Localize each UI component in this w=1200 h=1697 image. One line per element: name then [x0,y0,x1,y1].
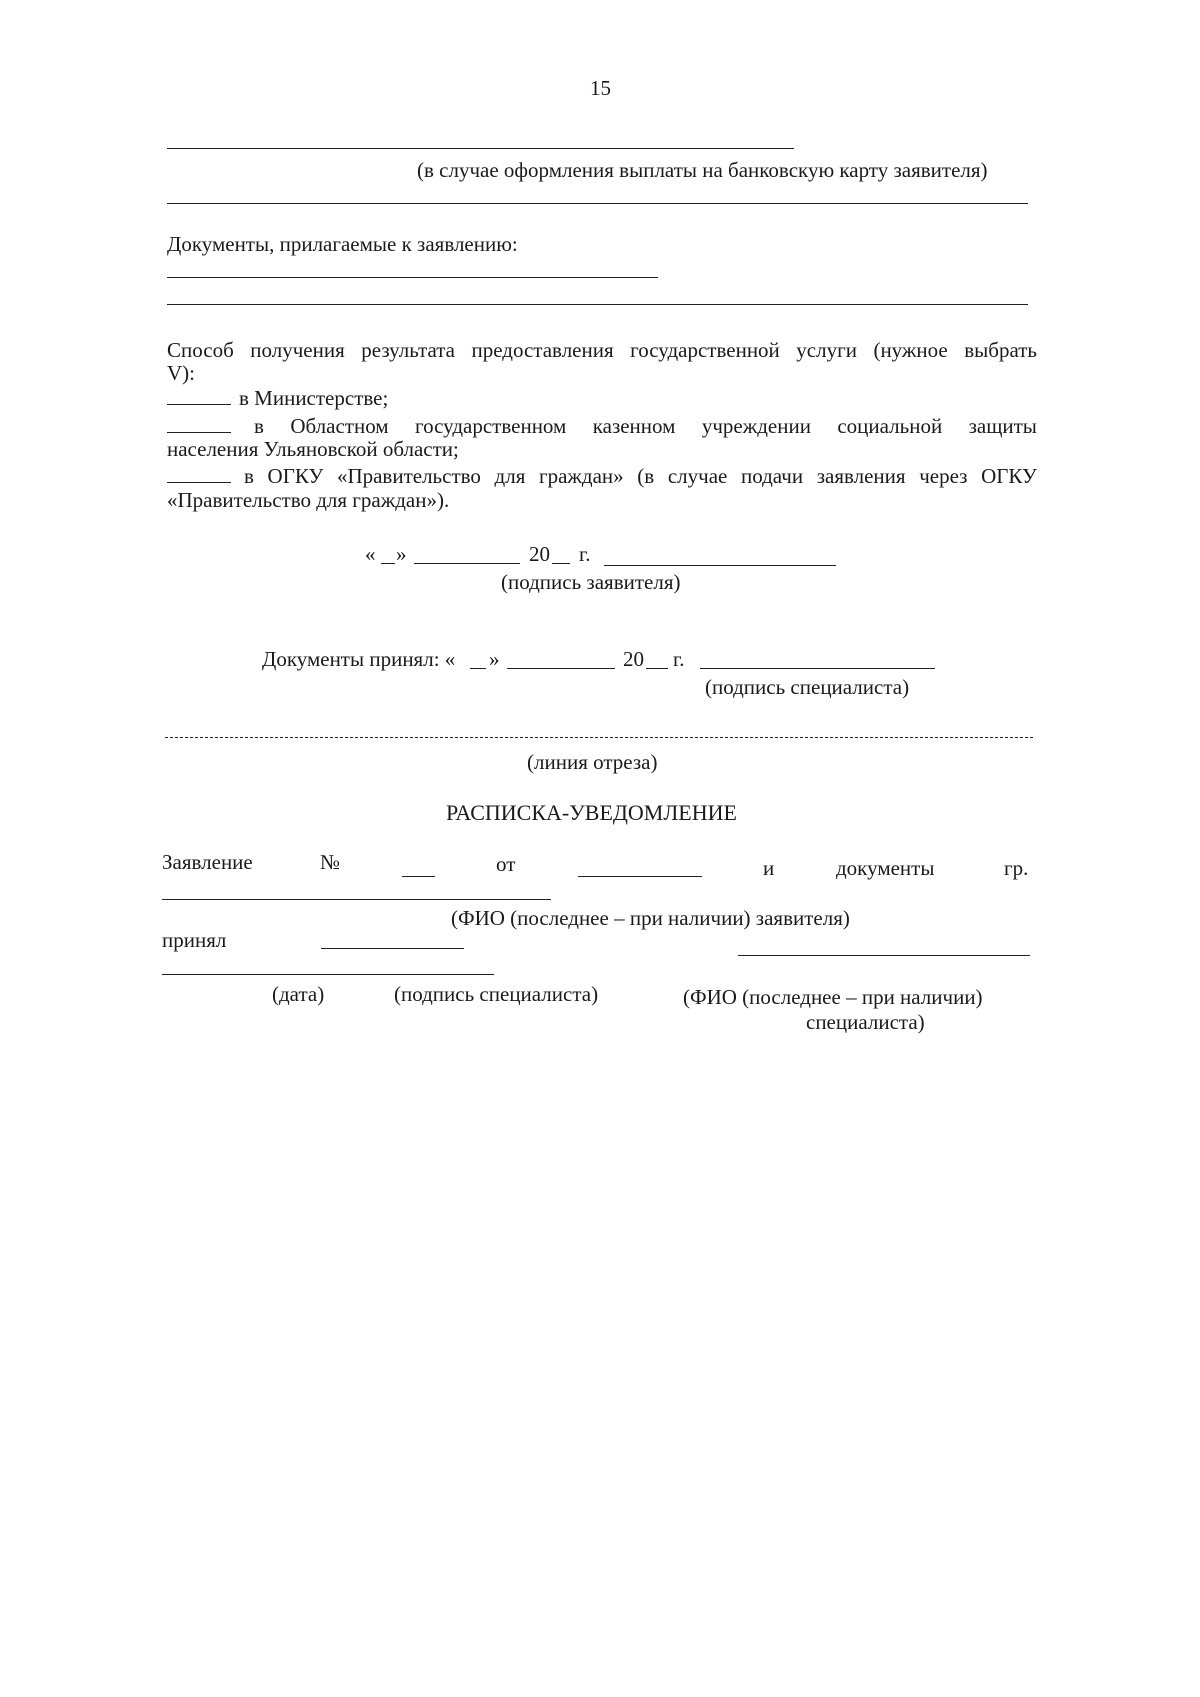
applicant-quote-close: » [396,542,407,566]
receipt-word-documents: документы [836,856,935,880]
option3-word: для [494,464,526,488]
option3-word: через [919,464,968,488]
receipt-specialist-fio-caption-2: специалиста) [806,1010,925,1034]
option3-word: (в [637,464,655,488]
option3-word: в [244,464,254,488]
option2-blank [167,432,231,433]
method-line-2: V): [167,361,195,385]
receipt-fio-applicant-caption: (ФИО (последнее – при наличии) заявителя) [451,906,850,930]
applicant-year-blank [552,563,570,564]
applicant-month-blank [414,563,520,564]
documents-line-1 [167,277,658,278]
method-word: государственной [630,338,780,362]
receipt-specialist-fio-line [738,955,1030,956]
option3-blank [167,482,231,483]
documents-heading: Документы, прилагаемые к заявлению: [167,232,518,256]
option3-word: ОГКУ [981,464,1037,488]
accepted-quote-close: » [489,647,500,671]
receipt-word-and: и [763,856,775,880]
option3-continuation: «Правительство для граждан»). [167,488,450,512]
receipt-fio-applicant-line [162,899,551,900]
method-word: результата [361,338,455,362]
option2-word: казенном [592,414,676,438]
accepted-year-blank [646,668,668,669]
accepted-year: 20 [623,647,644,671]
receipt-number-blank [402,876,435,877]
option2-word: государственном [415,414,567,438]
receipt-specialist-sign-caption: (подпись специалиста) [394,982,599,1006]
applicant-quote-open: « [365,542,376,566]
receipt-word-application: Заявление [162,850,253,874]
applicant-year-suffix: г. [579,542,591,566]
receipt-date-blank [578,876,702,877]
accepted-day-blank [470,668,486,669]
method-word: выбрать [964,338,1037,362]
receipt-accepted-blank [321,948,464,949]
option3-word: случае [667,464,728,488]
method-word: предоставления [471,338,614,362]
option2-word: социальной [837,414,943,438]
receipt-title: РАСПИСКА-УВЕДОМЛЕНИЕ [446,800,737,825]
receipt-accepted-label: принял [162,928,227,952]
option3-word: граждан» [538,464,624,488]
accepted-label: Документы принял: « [262,647,456,671]
receipt-date-caption: (дата) [272,982,325,1006]
cut-line-caption: (линия отреза) [527,750,658,774]
receipt-specialist-fio-caption-1: (ФИО (последнее – при наличии) [683,985,983,1009]
accepted-signature-line [700,668,935,669]
page-number: 15 [590,76,611,100]
bank-details-line [167,203,1028,204]
cut-line [165,737,1033,738]
receipt-date-signature-line [162,974,494,975]
bank-card-note: (в случае оформления выплаты на банковскую карту заявителя) [417,158,988,182]
option2-word: учреждении [701,414,811,438]
option2-continuation: населения Ульяновской области; [167,437,459,461]
option1-blank [167,404,231,405]
bank-card-line [167,148,794,149]
option1-label: в Министерстве; [239,386,389,410]
option3-word: заявления [816,464,906,488]
accepted-signature-caption: (подпись специалиста) [705,675,910,699]
option3-word: ОГКУ [267,464,324,488]
receipt-word-number: № [320,850,341,874]
option2-line [254,414,1037,439]
option3-line [244,464,1037,489]
method-word: Способ [167,338,234,362]
method-word: получения [250,338,345,362]
option3-word: подачи [740,464,804,488]
receipt-word-citizen: гр. [1004,856,1029,880]
applicant-year: 20 [529,542,550,566]
accepted-month-blank [507,668,615,669]
documents-line-2 [167,304,1028,305]
option2-word: Областном [290,414,389,438]
accepted-year-suffix: г. [673,647,685,671]
method-word: услуги [796,338,857,362]
option2-word: в [254,414,264,438]
option2-word: защиты [968,414,1037,438]
receipt-word-from: от [496,852,516,876]
method-word: (нужное [873,338,948,362]
applicant-day-blank [381,563,395,564]
option3-word: «Правительство [336,464,481,488]
method-line-1 [167,338,1037,363]
applicant-signature-line [604,565,836,566]
applicant-signature-caption: (подпись заявителя) [501,570,681,594]
